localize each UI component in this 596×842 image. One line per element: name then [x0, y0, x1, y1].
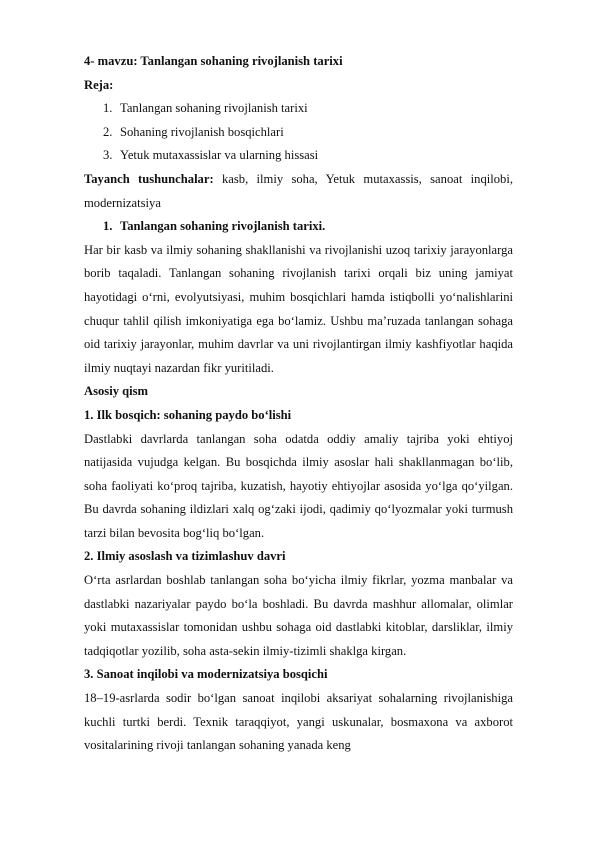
- reja-item-text: Sohaning rivojlanish bosqichlari: [120, 124, 284, 139]
- tayanch-label: Tayanch tushunchalar:: [84, 171, 214, 186]
- reja-list: [84, 97, 513, 168]
- paragraph-line: chuqur tahlil qilish imkoniyatiga ega bo‘lamiz. Ushbu ma’ruzada tanlangan sohaga: [84, 313, 513, 328]
- reja-item-number: 1.: [103, 101, 113, 116]
- paragraph-line: yoki mutaxassislar tomonidan ushbu sohaga oid dastlabki kitoblar, darsliklar, ilmiy: [84, 620, 513, 635]
- reja-item: [84, 144, 513, 168]
- section-heading: [84, 215, 513, 239]
- paragraph-line: 18–19-asrlarda sodir bo‘lgan sanoat inqilobi aksariyat sohalarning rivojlanishiga: [84, 691, 513, 706]
- reja-item: [84, 121, 513, 145]
- paragraph-line: Bu davrda sohaning ildizlari xalq og‘zaki ijodi, qadimiy qo‘lyozmalar yoki turmush: [84, 502, 513, 517]
- paragraph-line: Har bir kasb va ilmiy sohaning shakllanishi va rivojlanishi uzoq tarixiy jarayonlarga: [84, 242, 513, 257]
- paragraph-line: tarzi bilan bevosita bog‘liq bo‘lgan.: [84, 525, 265, 540]
- reja-item: [84, 97, 513, 121]
- tayanch-terms: kasb, ilmiy soha, Yetuk mutaxassis, sanoat inqilobi,: [213, 171, 513, 186]
- paragraph-line: ilmiy nuqtayi nazardan fikr yuritiladi.: [84, 360, 274, 375]
- asosiy-heading: Asosiy qism: [84, 384, 149, 399]
- tayanch-terms-cont: modernizatsiya: [84, 195, 161, 210]
- section-number: 1.: [103, 219, 113, 234]
- subheading-2: 2. Ilmiy asoslash va tizimlashuv davri: [84, 549, 286, 564]
- paragraph-line: oid tarixiy jarayonlar, muhim davrlar va uni rivojlantirgan ilmiy kashfiyotlar haqida: [84, 337, 513, 352]
- paragraph-line: tadqiqotlar yozilib, soha asta-sekin ilmiy-tizimli shaklga kirgan.: [84, 643, 407, 658]
- paragraph-2: [84, 569, 513, 663]
- subheading-1: 1. Ilk bosqich: sohaning paydo bo‘lishi: [84, 407, 292, 422]
- paragraph-line: vositalarining rivoji tanlangan sohaning yanada keng: [84, 738, 351, 753]
- document-title: 4- mavzu: Tanlangan sohaning rivojlanish tarixi: [84, 54, 343, 68]
- reja-item-number: 3.: [103, 148, 113, 163]
- paragraph-line: dastlabki nazariyalar paydo bo‘la boshladi. Bu davrda mashhur allomalar, olimlar: [84, 596, 513, 611]
- subheading-3: 3. Sanoat inqilobi va modernizatsiya bosqichi: [84, 667, 328, 682]
- reja-item-number: 2.: [103, 124, 113, 139]
- paragraph-line: borib taqaladi. Tanlangan sohaning rivojlanish tarixi orqali biz uning jamiyat: [84, 266, 513, 281]
- reja-item-text: Tanlangan sohaning rivojlanish tarixi: [120, 101, 308, 116]
- document-page: [84, 50, 513, 758]
- reja-label: Reja:: [84, 77, 114, 92]
- intro-paragraph: [84, 239, 513, 381]
- reja-item-text: Yetuk mutaxassislar va ularning hissasi: [120, 148, 319, 163]
- paragraph-1: [84, 428, 513, 546]
- tayanch-line: [84, 168, 513, 192]
- paragraph-line: natijasida vujudga kelgan. Bu bosqichda ilmiy asoslar hali shakllanmagan bo‘lib,: [84, 455, 513, 470]
- paragraph-line: O‘rta asrlardan boshlab tanlangan soha bo‘yicha ilmiy fikrlar, yozma manbalar va: [84, 573, 513, 588]
- paragraph-line: soha faoliyati ko‘proq tajriba, kuzatish, hayotiy ehtiyojlar asosida yo‘lga qo‘yilgan.: [84, 478, 513, 493]
- paragraph-line: Dastlabki davrlarda tanlangan soha odatda oddiy amaliy tajriba yoki ehtiyoj: [84, 431, 513, 446]
- paragraph-3: [84, 687, 513, 758]
- paragraph-line: kuchli turtki berdi. Texnik taraqqiyot, yangi uskunalar, bosmaxona va axborot: [84, 714, 513, 729]
- paragraph-line: hayotidagi o‘rni, evolyutsiyasi, muhim bosqichlari hamda istiqbolli yo‘nalishlarini: [84, 289, 513, 304]
- section-title: Tanlangan sohaning rivojlanish tarixi.: [120, 219, 326, 234]
